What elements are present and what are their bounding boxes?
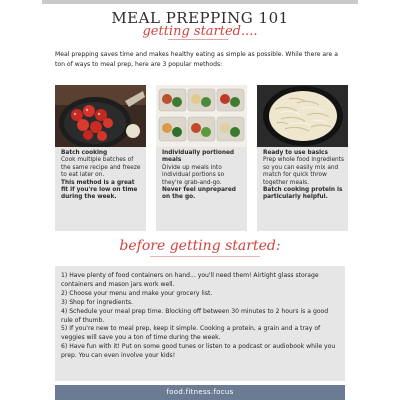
individual-portions-heading: Individually portioned meals — [162, 150, 235, 164]
method-card-individual-portions — [156, 85, 247, 231]
steps-list — [61, 272, 339, 361]
ready-basics-caption — [263, 150, 345, 202]
step-item: 5) If you're new to meal prep, keep it simple. Cooking a protein, a grain and a tray of veggies will save you a ton of time during the week. — [61, 325, 321, 342]
batch-cooking-caption — [61, 150, 143, 202]
batch-cooking-highlight: This method is a great fit if you're low on time during the week. — [61, 179, 138, 201]
batch-cooking-photo — [55, 85, 146, 147]
page-title: MEAL PREPPING 101 — [111, 9, 289, 27]
ready-basics-heading: Ready to use basics — [263, 150, 328, 156]
page-subtitle: getting started.... — [142, 24, 258, 39]
individual-portions-highlight: Never feel unprepared on the go. — [162, 187, 236, 201]
top-divider — [42, 0, 358, 4]
method-card-batch-cooking — [55, 85, 146, 231]
before-title-underline — [150, 256, 260, 257]
steps-box — [55, 266, 345, 381]
footer-brand: food.fitness.focus — [55, 385, 345, 400]
step-item: 2) Choose your menu and make your grocery list. — [61, 289, 213, 297]
method-card-ready-basics — [257, 85, 348, 231]
batch-cooking-heading: Batch cooking — [61, 150, 108, 156]
batch-cooking-body: Cook multiple batches of the same recipe and freeze to eat later on. — [61, 157, 141, 179]
subtitle-underline — [168, 39, 228, 40]
step-item: 1) Have plenty of food containers on hand... you'll need them! Airtight glass storage containers and mason jars work well. — [61, 272, 319, 288]
ready-basics-body: Prep whole food ingredients so you can easily mix and match for quick throw together meals. — [263, 157, 344, 186]
individual-portions-caption — [162, 150, 244, 202]
step-item: 4) Schedule your meal prep time. Blocking off between 30 minutes to 2 hours is a good rule of thumb. — [61, 307, 329, 324]
meal-containers-photo — [156, 85, 247, 147]
step-item: 6) Have fun with it! Put on some good tunes or listen to a podcast or audiobook while you prep. You can even involve your kids! — [61, 343, 336, 360]
step-item: 3) Shop for ingredients. — [61, 298, 133, 306]
before-getting-started-title: before getting started: — [119, 238, 281, 254]
individual-portions-body: Divide up meals into individual portions so they're grab-and-go. — [162, 164, 225, 186]
ready-basics-highlight: Batch cooking protein is particularly helpful. — [263, 187, 343, 201]
intro-paragraph: Meal prepping saves time and makes healthy eating as simple as possible. While there are a ton of ways to meal prep, here are 3 popular methods: — [55, 51, 338, 68]
shredded-chicken-photo — [257, 85, 348, 147]
